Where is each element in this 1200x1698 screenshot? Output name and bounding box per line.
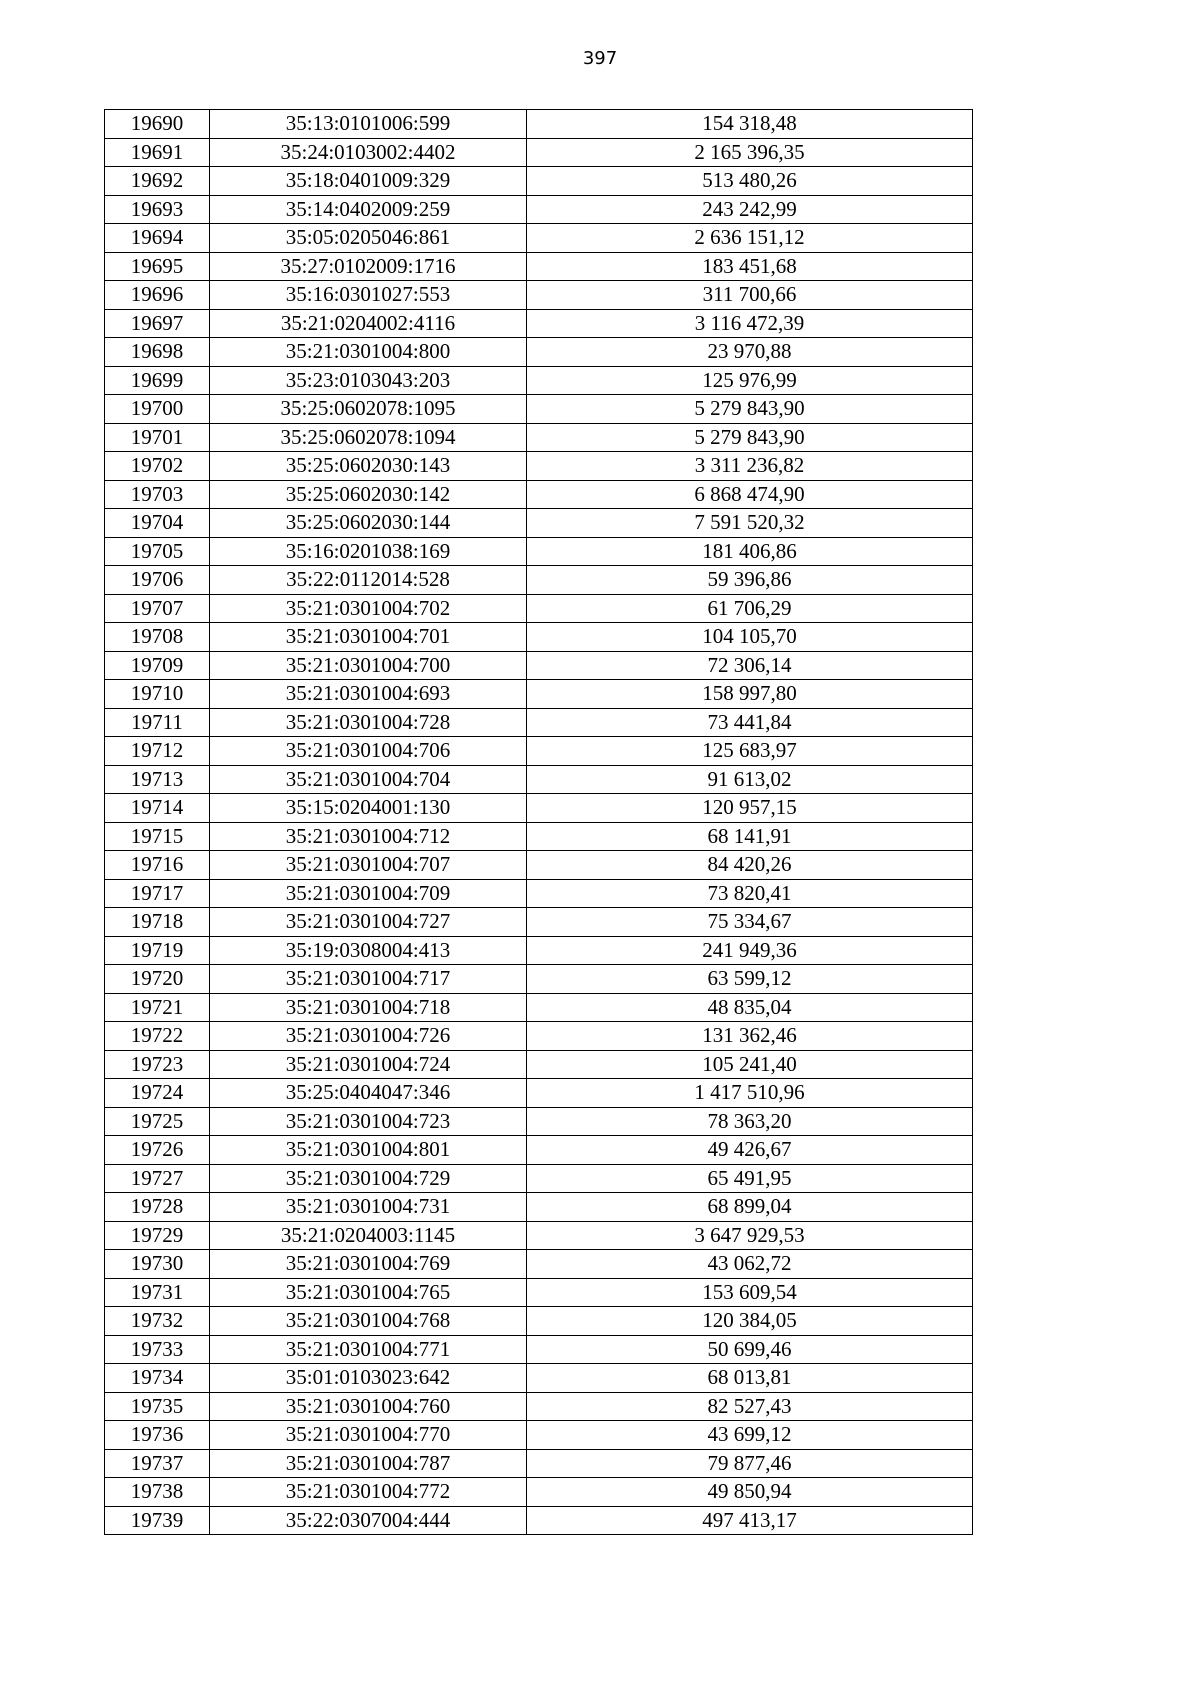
cadastral-number-cell: 35:15:0204001:130 xyxy=(210,794,527,823)
cadastral-value-cell: 3 647 929,53 xyxy=(527,1221,973,1250)
cadastral-value-cell: 73 441,84 xyxy=(527,708,973,737)
table-row xyxy=(105,1221,973,1250)
table-row xyxy=(105,623,973,652)
row-number-cell: 19695 xyxy=(105,252,210,281)
cadastral-value-cell: 513 480,26 xyxy=(527,167,973,196)
table-row xyxy=(105,1164,973,1193)
table-row xyxy=(105,1449,973,1478)
cadastral-value-cell: 158 997,80 xyxy=(527,680,973,709)
cadastral-value-cell: 49 850,94 xyxy=(527,1478,973,1507)
cadastral-value-cell: 59 396,86 xyxy=(527,566,973,595)
cadastral-value-cell: 243 242,99 xyxy=(527,195,973,224)
cadastral-value-cell: 78 363,20 xyxy=(527,1107,973,1136)
cadastral-value-cell: 65 491,95 xyxy=(527,1164,973,1193)
cadastral-value-cell: 311 700,66 xyxy=(527,281,973,310)
table-row xyxy=(105,1250,973,1279)
cadastral-value-cell: 120 384,05 xyxy=(527,1307,973,1336)
cadastral-number-cell: 35:21:0301004:700 xyxy=(210,651,527,680)
cadastral-value-cell: 154 318,48 xyxy=(527,110,973,139)
cadastral-number-cell: 35:21:0301004:770 xyxy=(210,1421,527,1450)
cadastral-value-cell: 2 165 396,35 xyxy=(527,138,973,167)
table-row xyxy=(105,1079,973,1108)
table-row xyxy=(105,1107,973,1136)
table-row xyxy=(105,708,973,737)
cadastral-value-cell: 497 413,17 xyxy=(527,1506,973,1535)
row-number-cell: 19731 xyxy=(105,1278,210,1307)
cadastral-value-cell: 5 279 843,90 xyxy=(527,423,973,452)
cadastral-number-cell: 35:25:0602078:1095 xyxy=(210,395,527,424)
table-row xyxy=(105,1421,973,1450)
cadastral-number-cell: 35:25:0602030:143 xyxy=(210,452,527,481)
cadastral-number-cell: 35:22:0307004:444 xyxy=(210,1506,527,1535)
table-row xyxy=(105,879,973,908)
row-number-cell: 19725 xyxy=(105,1107,210,1136)
cadastral-value-cell: 131 362,46 xyxy=(527,1022,973,1051)
table-row xyxy=(105,423,973,452)
table-row xyxy=(105,566,973,595)
cadastral-value-cell: 75 334,67 xyxy=(527,908,973,937)
row-number-cell: 19711 xyxy=(105,708,210,737)
cadastral-number-cell: 35:16:0201038:169 xyxy=(210,537,527,566)
table-row xyxy=(105,1136,973,1165)
cadastral-value-cell: 7 591 520,32 xyxy=(527,509,973,538)
row-number-cell: 19697 xyxy=(105,309,210,338)
row-number-cell: 19735 xyxy=(105,1392,210,1421)
table-body xyxy=(105,110,973,1535)
row-number-cell: 19698 xyxy=(105,338,210,367)
table-row xyxy=(105,338,973,367)
row-number-cell: 19727 xyxy=(105,1164,210,1193)
cadastral-number-cell: 35:21:0301004:768 xyxy=(210,1307,527,1336)
row-number-cell: 19729 xyxy=(105,1221,210,1250)
cadastral-value-cell: 105 241,40 xyxy=(527,1050,973,1079)
table-row xyxy=(105,110,973,139)
cadastral-value-cell: 241 949,36 xyxy=(527,936,973,965)
table-row xyxy=(105,224,973,253)
table-row xyxy=(105,138,973,167)
cadastral-value-cell: 50 699,46 xyxy=(527,1335,973,1364)
cadastral-value-cell: 49 426,67 xyxy=(527,1136,973,1165)
cadastral-value-cell: 183 451,68 xyxy=(527,252,973,281)
row-number-cell: 19739 xyxy=(105,1506,210,1535)
cadastral-value-cell: 43 699,12 xyxy=(527,1421,973,1450)
cadastral-value-cell: 120 957,15 xyxy=(527,794,973,823)
row-number-cell: 19726 xyxy=(105,1136,210,1165)
cadastral-number-cell: 35:21:0301004:693 xyxy=(210,680,527,709)
row-number-cell: 19717 xyxy=(105,879,210,908)
cadastral-number-cell: 35:21:0301004:709 xyxy=(210,879,527,908)
table-row xyxy=(105,1193,973,1222)
cadastral-number-cell: 35:21:0301004:800 xyxy=(210,338,527,367)
row-number-cell: 19734 xyxy=(105,1364,210,1393)
row-number-cell: 19723 xyxy=(105,1050,210,1079)
cadastral-number-cell: 35:21:0301004:787 xyxy=(210,1449,527,1478)
cadastral-number-cell: 35:25:0602030:144 xyxy=(210,509,527,538)
cadastral-value-cell: 63 599,12 xyxy=(527,965,973,994)
cadastral-number-cell: 35:21:0301004:726 xyxy=(210,1022,527,1051)
table-row xyxy=(105,509,973,538)
cadastral-number-cell: 35:21:0301004:718 xyxy=(210,993,527,1022)
cadastral-number-cell: 35:21:0301004:707 xyxy=(210,851,527,880)
row-number-cell: 19694 xyxy=(105,224,210,253)
cadastral-value-cell: 61 706,29 xyxy=(527,594,973,623)
row-number-cell: 19703 xyxy=(105,480,210,509)
cadastral-number-cell: 35:22:0112014:528 xyxy=(210,566,527,595)
cadastral-value-cell: 125 976,99 xyxy=(527,366,973,395)
cadastral-number-cell: 35:25:0404047:346 xyxy=(210,1079,527,1108)
row-number-cell: 19738 xyxy=(105,1478,210,1507)
cadastral-number-cell: 35:21:0204003:1145 xyxy=(210,1221,527,1250)
table-row xyxy=(105,395,973,424)
cadastral-number-cell: 35:01:0103023:642 xyxy=(210,1364,527,1393)
cadastral-value-cell: 68 013,81 xyxy=(527,1364,973,1393)
row-number-cell: 19701 xyxy=(105,423,210,452)
cadastral-number-cell: 35:21:0301004:701 xyxy=(210,623,527,652)
row-number-cell: 19722 xyxy=(105,1022,210,1051)
row-number-cell: 19728 xyxy=(105,1193,210,1222)
cadastral-value-cell: 1 417 510,96 xyxy=(527,1079,973,1108)
cadastral-value-cell: 153 609,54 xyxy=(527,1278,973,1307)
table-row xyxy=(105,993,973,1022)
table-row xyxy=(105,252,973,281)
cadastral-value-cell: 104 105,70 xyxy=(527,623,973,652)
cadastral-value-cell: 68 141,91 xyxy=(527,822,973,851)
row-number-cell: 19705 xyxy=(105,537,210,566)
row-number-cell: 19706 xyxy=(105,566,210,595)
cadastral-value-table xyxy=(104,109,973,1535)
table-row xyxy=(105,936,973,965)
row-number-cell: 19714 xyxy=(105,794,210,823)
table-row xyxy=(105,822,973,851)
table-row xyxy=(105,1307,973,1336)
table-row xyxy=(105,851,973,880)
table-row xyxy=(105,680,973,709)
cadastral-number-cell: 35:19:0308004:413 xyxy=(210,936,527,965)
cadastral-value-cell: 125 683,97 xyxy=(527,737,973,766)
table-row xyxy=(105,908,973,937)
cadastral-number-cell: 35:21:0301004:723 xyxy=(210,1107,527,1136)
row-number-cell: 19691 xyxy=(105,138,210,167)
cadastral-value-cell: 2 636 151,12 xyxy=(527,224,973,253)
table-row xyxy=(105,651,973,680)
cadastral-number-cell: 35:21:0301004:717 xyxy=(210,965,527,994)
table-row xyxy=(105,1364,973,1393)
cadastral-value-cell: 5 279 843,90 xyxy=(527,395,973,424)
cadastral-number-cell: 35:21:0301004:727 xyxy=(210,908,527,937)
table-row xyxy=(105,1506,973,1535)
cadastral-number-cell: 35:16:0301027:553 xyxy=(210,281,527,310)
row-number-cell: 19696 xyxy=(105,281,210,310)
cadastral-number-cell: 35:25:0602030:142 xyxy=(210,480,527,509)
table-row xyxy=(105,737,973,766)
table-row xyxy=(105,452,973,481)
table-row xyxy=(105,1335,973,1364)
row-number-cell: 19718 xyxy=(105,908,210,937)
table-row xyxy=(105,537,973,566)
cadastral-value-cell: 68 899,04 xyxy=(527,1193,973,1222)
row-number-cell: 19719 xyxy=(105,936,210,965)
row-number-cell: 19730 xyxy=(105,1250,210,1279)
row-number-cell: 19720 xyxy=(105,965,210,994)
table-row xyxy=(105,765,973,794)
row-number-cell: 19699 xyxy=(105,366,210,395)
table-row xyxy=(105,594,973,623)
row-number-cell: 19715 xyxy=(105,822,210,851)
cadastral-value-cell: 3 116 472,39 xyxy=(527,309,973,338)
row-number-cell: 19721 xyxy=(105,993,210,1022)
table-row xyxy=(105,965,973,994)
row-number-cell: 19716 xyxy=(105,851,210,880)
row-number-cell: 19692 xyxy=(105,167,210,196)
table-row xyxy=(105,167,973,196)
table-row xyxy=(105,480,973,509)
cadastral-value-cell: 84 420,26 xyxy=(527,851,973,880)
table-row xyxy=(105,1022,973,1051)
cadastral-number-cell: 35:27:0102009:1716 xyxy=(210,252,527,281)
cadastral-number-cell: 35:21:0301004:731 xyxy=(210,1193,527,1222)
cadastral-value-cell: 6 868 474,90 xyxy=(527,480,973,509)
row-number-cell: 19732 xyxy=(105,1307,210,1336)
cadastral-number-cell: 35:21:0301004:760 xyxy=(210,1392,527,1421)
cadastral-number-cell: 35:14:0402009:259 xyxy=(210,195,527,224)
cadastral-value-cell: 23 970,88 xyxy=(527,338,973,367)
cadastral-number-cell: 35:21:0301004:765 xyxy=(210,1278,527,1307)
table-row xyxy=(105,794,973,823)
cadastral-value-cell: 3 311 236,82 xyxy=(527,452,973,481)
cadastral-value-cell: 72 306,14 xyxy=(527,651,973,680)
table-row xyxy=(105,281,973,310)
cadastral-number-cell: 35:21:0301004:702 xyxy=(210,594,527,623)
table-row xyxy=(105,309,973,338)
cadastral-value-cell: 91 613,02 xyxy=(527,765,973,794)
row-number-cell: 19709 xyxy=(105,651,210,680)
cadastral-number-cell: 35:21:0204002:4116 xyxy=(210,309,527,338)
row-number-cell: 19713 xyxy=(105,765,210,794)
cadastral-number-cell: 35:21:0301004:729 xyxy=(210,1164,527,1193)
cadastral-value-cell: 79 877,46 xyxy=(527,1449,973,1478)
row-number-cell: 19724 xyxy=(105,1079,210,1108)
row-number-cell: 19708 xyxy=(105,623,210,652)
cadastral-number-cell: 35:21:0301004:769 xyxy=(210,1250,527,1279)
cadastral-number-cell: 35:24:0103002:4402 xyxy=(210,138,527,167)
cadastral-number-cell: 35:25:0602078:1094 xyxy=(210,423,527,452)
cadastral-number-cell: 35:05:0205046:861 xyxy=(210,224,527,253)
cadastral-number-cell: 35:21:0301004:801 xyxy=(210,1136,527,1165)
row-number-cell: 19690 xyxy=(105,110,210,139)
cadastral-value-cell: 82 527,43 xyxy=(527,1392,973,1421)
row-number-cell: 19712 xyxy=(105,737,210,766)
cadastral-number-cell: 35:21:0301004:712 xyxy=(210,822,527,851)
row-number-cell: 19737 xyxy=(105,1449,210,1478)
cadastral-number-cell: 35:21:0301004:728 xyxy=(210,708,527,737)
table-row xyxy=(105,1478,973,1507)
cadastral-number-cell: 35:21:0301004:704 xyxy=(210,765,527,794)
row-number-cell: 19693 xyxy=(105,195,210,224)
row-number-cell: 19733 xyxy=(105,1335,210,1364)
cadastral-number-cell: 35:21:0301004:771 xyxy=(210,1335,527,1364)
cadastral-number-cell: 35:13:0101006:599 xyxy=(210,110,527,139)
table-row xyxy=(105,1278,973,1307)
cadastral-number-cell: 35:21:0301004:772 xyxy=(210,1478,527,1507)
cadastral-number-cell: 35:18:0401009:329 xyxy=(210,167,527,196)
row-number-cell: 19710 xyxy=(105,680,210,709)
row-number-cell: 19702 xyxy=(105,452,210,481)
cadastral-value-cell: 48 835,04 xyxy=(527,993,973,1022)
cadastral-number-cell: 35:21:0301004:706 xyxy=(210,737,527,766)
table-row xyxy=(105,195,973,224)
row-number-cell: 19707 xyxy=(105,594,210,623)
cadastral-number-cell: 35:21:0301004:724 xyxy=(210,1050,527,1079)
cadastral-number-cell: 35:23:0103043:203 xyxy=(210,366,527,395)
row-number-cell: 19704 xyxy=(105,509,210,538)
table-row xyxy=(105,1050,973,1079)
table-row xyxy=(105,366,973,395)
row-number-cell: 19700 xyxy=(105,395,210,424)
table-row xyxy=(105,1392,973,1421)
row-number-cell: 19736 xyxy=(105,1421,210,1450)
cadastral-value-cell: 43 062,72 xyxy=(527,1250,973,1279)
cadastral-value-cell: 181 406,86 xyxy=(527,537,973,566)
page-number: 397 xyxy=(582,48,618,69)
cadastral-value-cell: 73 820,41 xyxy=(527,879,973,908)
